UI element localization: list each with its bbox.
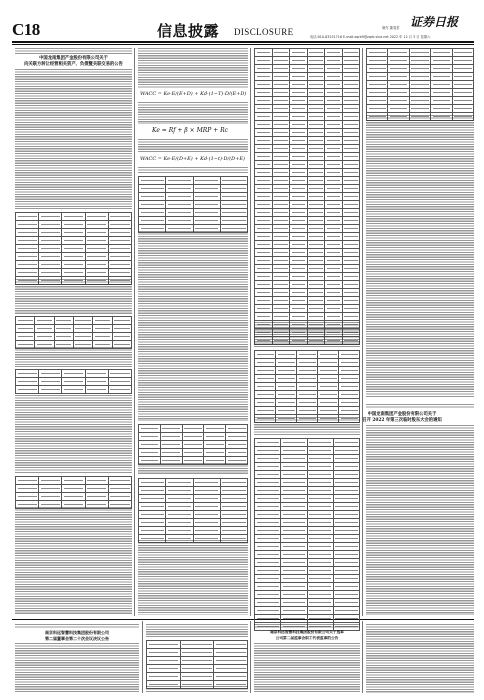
- article-body-text: [254, 322, 360, 347]
- article-header-meta: [254, 624, 360, 628]
- bottom-right-title-line-2: 公司第二届监事会职工代表监事的公告: [275, 636, 339, 640]
- article-body-text: [366, 115, 474, 397]
- data-table: [15, 316, 132, 349]
- article-title-line-1: 中国龙南集团产金股份有限公司关于: [39, 56, 108, 61]
- data-table: [138, 176, 248, 233]
- data-table: [15, 212, 132, 285]
- article-body-text: [138, 540, 248, 615]
- editor-line: 制作 董春雲: [382, 26, 400, 30]
- article-body-text: [254, 643, 360, 693]
- data-table: [146, 640, 248, 689]
- article-body-text: [15, 395, 132, 473]
- article-body-text: [138, 167, 248, 173]
- article-body-text: [366, 624, 474, 693]
- column-divider: [142, 621, 143, 693]
- article-body-text: [15, 279, 132, 314]
- data-table: [138, 478, 248, 543]
- article-body-text: [15, 347, 132, 367]
- section-separator: [12, 619, 474, 620]
- article-body-text: [366, 425, 474, 615]
- article-header-meta: [15, 48, 132, 54]
- article-body-text: [15, 69, 132, 209]
- bottom-left-title-line-1: 南京科远智慧科技集团股份有限公司: [45, 630, 109, 635]
- article-header-meta: [366, 404, 474, 408]
- article-body-text: [146, 624, 248, 638]
- section-title-cn: 信息披露: [157, 22, 220, 40]
- article-body-text: [138, 102, 248, 124]
- column-divider: [250, 621, 251, 693]
- page-number: C18: [12, 20, 40, 39]
- notice-title-line-1: 中国龙南集团产金股份有限公司关于: [367, 412, 437, 417]
- formula-wacc: WACC = Ke·E/(E+D) + Kd·(1−T)·D/(E+D): [140, 91, 247, 97]
- paper-logo: 证券日报: [410, 15, 459, 29]
- financial-table: [366, 48, 474, 121]
- article-body-text: [15, 643, 139, 693]
- bottom-left-title-line-2: 第二届董事会第二十次会议决议公告: [45, 636, 109, 641]
- data-table: [15, 476, 132, 509]
- article-body-text: [138, 139, 248, 153]
- financial-table: [254, 438, 360, 631]
- formula-wacc-2: WACC = Ke·E/(D+E) + Kd·(1−t)·D/(D+E): [140, 156, 245, 162]
- formula-cost-of-equity: Ke = Rf + β × MRP + Rc: [152, 127, 229, 134]
- bottom-right-title-line-1: 南京科远智慧科技集团股份有限公司关于选举: [270, 630, 344, 634]
- article-body-text: [15, 507, 132, 615]
- article-body-text: [138, 463, 248, 475]
- masthead-rule: [12, 41, 474, 43]
- article-body-text: [138, 48, 248, 88]
- column-divider: [134, 48, 135, 616]
- data-table: [15, 369, 132, 394]
- notice-title-line-2: 召开 2022 年第三次临时股东大会的通知: [362, 418, 442, 423]
- column-divider: [362, 621, 363, 693]
- financial-table: [254, 48, 360, 345]
- contact-date-line: 电话:010-83251716 E-mail:zqrb9@zqrb.sina.net 2022 年 12 月 3 日 星期六: [310, 35, 431, 39]
- data-table: [138, 424, 248, 465]
- article-title-line-2: 向关联方转让经营相关资产、负债暨关联交易的公告: [24, 62, 123, 67]
- article-body-text: [138, 231, 248, 421]
- column-divider: [250, 48, 251, 616]
- article-body-text: [146, 686, 248, 693]
- masthead: [0, 0, 484, 44]
- masthead-rule-thin: [12, 44, 474, 45]
- article-header-meta: [15, 624, 139, 628]
- column-divider: [362, 48, 363, 616]
- section-title-en: DISCLOSURE: [234, 27, 294, 37]
